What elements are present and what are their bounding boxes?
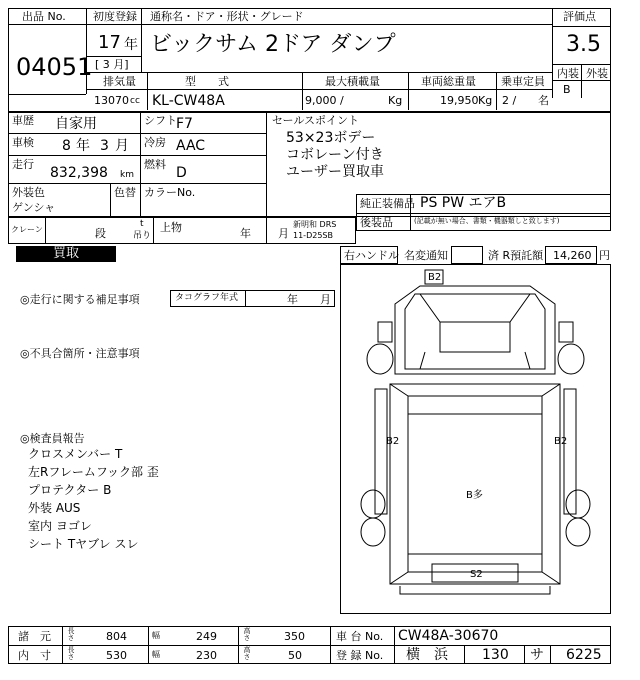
- lot-number: 04051: [16, 53, 93, 81]
- stage-label: 段: [95, 227, 106, 240]
- fuel-value: D: [176, 165, 187, 181]
- width-label-1: 幅: [152, 631, 160, 640]
- ton-top: t: [140, 219, 144, 229]
- max-load-value: 9,000 /: [305, 94, 344, 107]
- yen-label: 円: [599, 249, 610, 262]
- vehicle-name: ビックサム 2ドア ダンプ: [150, 32, 396, 57]
- mileage-label: 走行: [12, 158, 34, 171]
- mileage-value: 832,398: [50, 165, 108, 181]
- defects-title: ◎不具合箇所・注意事項: [20, 347, 140, 360]
- len-label-2: 長さ: [67, 646, 75, 660]
- purchase-band: 買取: [16, 246, 116, 262]
- tacho-month: 月: [320, 293, 331, 306]
- mark-center: B多: [466, 490, 483, 501]
- inspector-line-5: 室内 ヨゴレ: [28, 519, 92, 533]
- equipment-value: PS PW エアB: [420, 195, 507, 211]
- mark-top: B2: [428, 272, 442, 283]
- mark-right: B2: [554, 436, 568, 447]
- inspection-year: 8: [62, 138, 71, 154]
- reg-year: 17: [98, 32, 121, 53]
- crane-year-label: 年: [240, 227, 251, 240]
- history-label: 車歴: [12, 114, 34, 127]
- mileage-unit: km: [120, 170, 134, 180]
- width-label-2: 幅: [152, 650, 160, 659]
- reg-month: [ 3 月]: [95, 58, 129, 71]
- interior-label: 内装: [557, 67, 579, 80]
- ton-bottom: 吊り: [133, 231, 152, 241]
- model-code-label: 型 式: [185, 75, 229, 88]
- loading-label: 上物: [160, 221, 182, 234]
- row1-width: 249: [196, 630, 217, 643]
- inspection-year-unit: 年: [76, 138, 90, 154]
- max-load-unit: Kg: [388, 94, 403, 107]
- capacity-unit: 名: [538, 94, 549, 107]
- row2-label: 内 寸: [18, 649, 51, 662]
- drs-line-2: 11-D25SB: [293, 231, 333, 240]
- lot-label: 出品 No.: [22, 10, 66, 23]
- reg-year-unit: 年: [124, 37, 138, 53]
- shift-label: シフト: [144, 114, 177, 127]
- ac-value: AAC: [176, 138, 206, 154]
- sales-point-3: ユーザー買取車: [286, 164, 384, 180]
- inspection-label: 車検: [12, 136, 34, 149]
- score-label: 評価点: [563, 10, 596, 23]
- inspector-line-6: シート Tヤブレ スレ: [28, 537, 139, 551]
- after-note: (記載が無い場合、書類・機器類しと致します): [414, 217, 560, 225]
- mark-left: B2: [386, 436, 400, 447]
- max-load-label: 最大積載量: [325, 75, 380, 88]
- color-no-label: 色替: [114, 186, 136, 199]
- len-label-1: 長さ: [67, 627, 75, 641]
- inspector-line-2: 左Rフレームフック部 歪: [28, 465, 159, 479]
- sales-point-1: 53×23ボデー: [286, 130, 376, 146]
- row1-len: 804: [106, 630, 127, 643]
- meter-change-label: 名変通知: [404, 249, 448, 262]
- recycle-amount: 14,260: [553, 249, 592, 262]
- truck-diagram: [340, 264, 611, 614]
- gross-weight-unit: Kg: [478, 94, 493, 107]
- row2-width: 230: [196, 649, 217, 662]
- meter-change-box: [451, 246, 483, 264]
- gross-weight-label: 車両総重量: [421, 75, 476, 88]
- score-value: 3.5: [566, 32, 601, 57]
- row1-label: 諸 元: [18, 630, 51, 643]
- sales-point-2: コボレーン付き: [286, 147, 384, 163]
- inspector-line-1: クロスメンバー T: [28, 447, 123, 461]
- displacement-label: 排気量: [103, 75, 136, 88]
- reg-place: 横 浜: [406, 647, 448, 663]
- history-value: 自家用: [55, 116, 97, 132]
- chassis-label: 車 台 No.: [336, 630, 384, 643]
- color-no-header: カラーNo.: [144, 186, 196, 199]
- reg-label: 登 録 No.: [336, 649, 384, 662]
- model-code-value: KL-CW48A: [152, 93, 225, 109]
- crane-month-label: 月: [278, 227, 289, 240]
- tacho-label: タコグラフ年式: [175, 293, 239, 303]
- height-label-2: 高さ: [243, 646, 251, 660]
- row2-height: 50: [288, 649, 302, 662]
- inspection-month-unit: 月: [115, 138, 129, 154]
- exterior-label: 外装: [586, 67, 608, 80]
- crane-label: クレーン: [11, 225, 43, 234]
- color-value: ゲンシャ: [12, 201, 56, 214]
- row2-len: 530: [106, 649, 127, 662]
- driving-notes-title: ◎走行に関する補足事項: [20, 293, 140, 306]
- first-reg-label: 初度登録: [93, 10, 137, 23]
- displacement-value: 13070: [94, 94, 129, 107]
- drs-line-1: 新明和 DRS: [293, 220, 337, 229]
- after-label: 後装品: [360, 216, 393, 229]
- model-label: 通称名・ドア・形状・グレード: [150, 10, 304, 23]
- reg-class: 130: [482, 647, 509, 663]
- reg-number: 6225: [566, 647, 602, 663]
- interior-grade: B: [563, 83, 571, 96]
- inspector-line-3: プロテクター B: [28, 483, 112, 497]
- sales-point-label: セールスポイント: [272, 114, 360, 127]
- chassis-number: CW48A-30670: [398, 628, 499, 644]
- handle-label: 右ハンドル: [344, 249, 399, 262]
- tacho-year: 年: [287, 293, 298, 306]
- inspector-line-4: 外装 AUS: [28, 501, 81, 515]
- capacity-label: 乗車定員: [501, 75, 545, 88]
- capacity-value: 2 /: [502, 94, 517, 107]
- fuel-label: 燃料: [144, 158, 166, 171]
- equipment-label: 純正装備品: [360, 197, 415, 210]
- gross-weight-value: 19,950: [440, 94, 479, 107]
- height-label-1: 高さ: [243, 627, 251, 641]
- inspection-month: 3: [100, 138, 109, 154]
- shift-value: F7: [176, 116, 193, 132]
- reg-kana: サ: [530, 647, 544, 663]
- ac-label: 冷房: [144, 136, 166, 149]
- recycle-label: 済 R預託額: [488, 249, 544, 262]
- mark-bottom: S2: [470, 569, 483, 580]
- color-label: 外装色: [12, 186, 45, 199]
- row1-height: 350: [284, 630, 305, 643]
- displacement-unit: cc: [130, 96, 140, 106]
- inspector-title: ◎検査員報告: [20, 432, 85, 445]
